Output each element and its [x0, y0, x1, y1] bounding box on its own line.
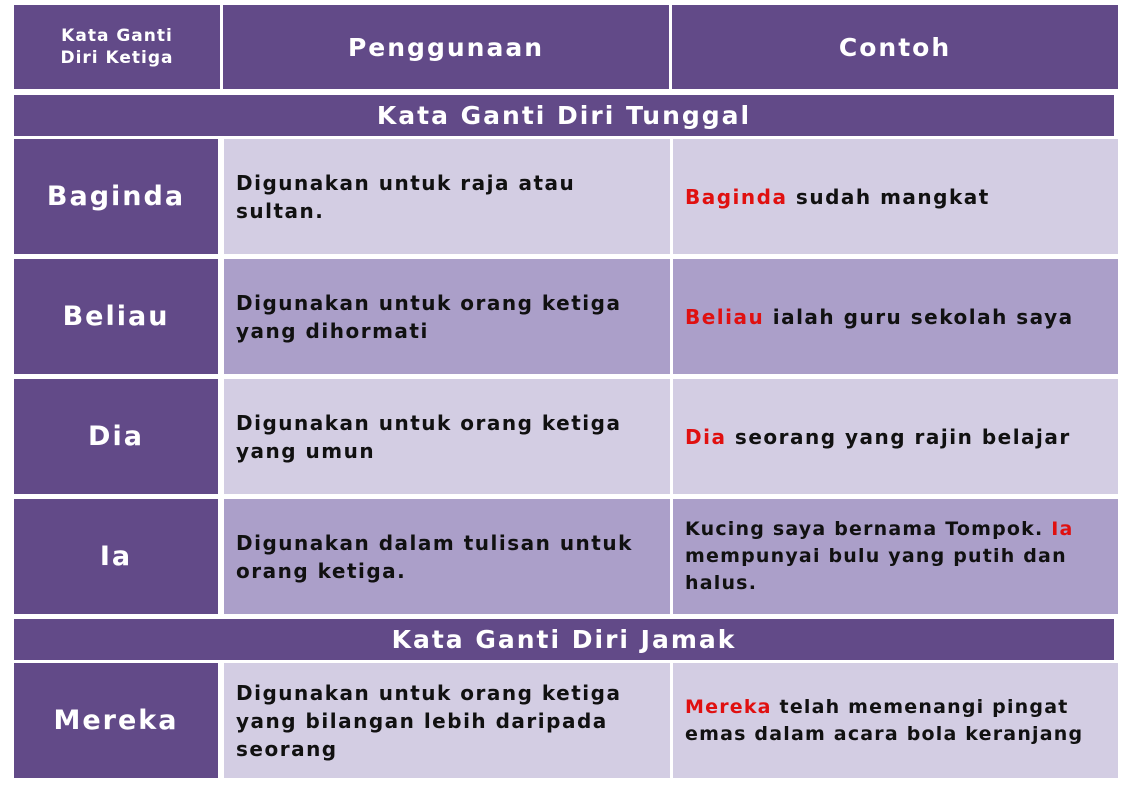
term-label: Baginda [46, 181, 186, 212]
example-suffix: seorang yang rajin belajar [726, 424, 1071, 449]
example-highlight: Beliau [685, 304, 765, 329]
header-col-example-label: Contoh [838, 32, 952, 62]
header-col-example [672, 5, 1118, 89]
usage-cell [224, 663, 670, 778]
example-highlight: Mereka [685, 695, 772, 718]
example-suffix: telah memenangi pingat emas dalam acara bola keranjang [685, 695, 1084, 745]
usage-text: Digunakan untuk raja atau sultan. [236, 170, 576, 223]
example-text [685, 183, 990, 211]
usage-text: Digunakan untuk orang ketiga yang umun [236, 410, 622, 463]
example-cell [673, 379, 1118, 494]
example-suffix: ialah guru sekolah saya [764, 304, 1074, 329]
term-label: Beliau [62, 301, 170, 332]
example-text [685, 303, 1074, 331]
header-col-pronoun-label: Kata Ganti Diri Ketiga [60, 26, 174, 68]
usage-text: Digunakan untuk orang ketiga yang dihormati [236, 290, 622, 343]
example-highlight: Baginda [685, 184, 788, 209]
example-suffix: mempunyai bulu yang putih dan halus. [685, 545, 1067, 594]
example-cell [673, 259, 1118, 374]
example-highlight: Dia [685, 424, 727, 449]
usage-cell [224, 499, 670, 614]
example-suffix: sudah mangkat [787, 184, 990, 209]
example-cell [673, 499, 1118, 614]
usage-cell [224, 139, 670, 254]
section-tunggal [14, 95, 1114, 136]
example-cell [673, 663, 1118, 778]
usage-cell [224, 379, 670, 494]
header-col-usage-label: Penggunaan [347, 32, 544, 62]
term-label: Ia [99, 541, 133, 572]
header-col-pronoun [14, 5, 220, 89]
section-tunggal-label: Kata Ganti Diri Tunggal [376, 101, 752, 130]
example-text [685, 694, 1106, 748]
section-jamak-label: Kata Ganti Diri Jamak [391, 625, 737, 654]
example-text [685, 516, 1105, 597]
table-row-term [14, 379, 218, 494]
usage-cell [224, 259, 670, 374]
term-label: Dia [88, 421, 144, 452]
example-highlight: Ia [1051, 518, 1074, 540]
usage-text: Digunakan dalam tulisan untuk orang ketiga. [236, 530, 633, 583]
table-row-term [14, 499, 218, 614]
example-prefix: Kucing saya bernama Tompok. [685, 518, 1052, 540]
example-text [685, 423, 1071, 451]
example-cell [673, 139, 1118, 254]
header-col-usage [223, 5, 669, 89]
section-jamak [14, 619, 1114, 660]
term-label: Mereka [53, 705, 179, 736]
table-row-term [14, 139, 218, 254]
usage-text: Digunakan untuk orang ketiga yang bilangan lebih daripada seorang [236, 680, 622, 761]
table-row-term [14, 259, 218, 374]
table-row-term [14, 663, 218, 778]
